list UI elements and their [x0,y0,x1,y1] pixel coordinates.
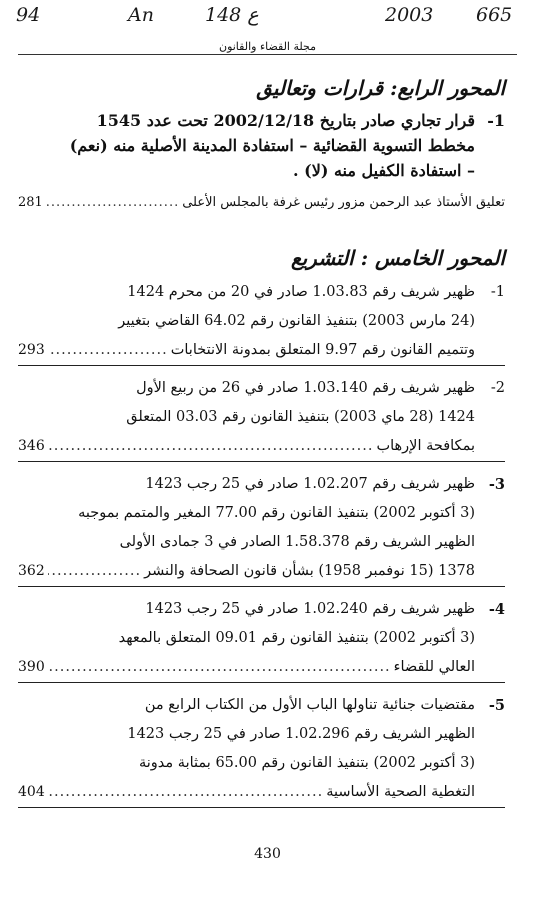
handwritten-annotations [10,4,525,34]
entry-last-line [18,432,475,461]
entry-number: 4- [488,601,505,618]
dot-leader [48,778,323,807]
section-title: المحور الخامس : التشريع [290,246,505,270]
legislation-entry [18,691,505,808]
entry-line: 1378 (15 نوفمبر 1958) بشأن قانون الصحافة والنشر [144,563,475,579]
page-reference: 390 [18,659,45,675]
entry-last-line [18,557,475,586]
legislation-entry [18,278,505,366]
section-5 [18,246,505,808]
journal-title: مجلة القضاء والقانون [213,40,322,53]
entry-line: 1424 (28 ماي 2003) بتنفيذ القانون رقم 03.03 المتعلق [126,409,475,425]
dot-leader [48,336,168,365]
page-number: 430 [254,846,281,862]
entry-line: بمكافحة الإرهاب [376,438,475,454]
page-reference: 362 [18,563,45,579]
entry-line: مقتضيات جنائية تناولها الباب الأول من الكتاب الرابع من [144,697,475,713]
entry-line: التغطية الصحية الأساسية [326,784,475,800]
entry-line: وتتميم القانون رقم 9.97 المتعلق بمدونة الانتخابات [170,342,475,358]
entry-line: (24 مارس 2003) بتنفيذ القانون رقم 64.02 القاضي بتغيير [118,313,475,329]
page-reference: 281 [18,195,43,210]
legislation-entry [18,374,505,462]
entry-number: 1- [487,111,505,130]
handwritten-note: 665 [476,4,513,26]
dot-leader [48,557,141,586]
section-4 [18,76,505,210]
entry-number: 2- [490,380,505,396]
comment-entry [18,195,505,210]
entry-line: – استفادة الكفيل منه (لا) . [292,161,475,180]
section-title: المحور الرابع: قرارات وتعاليق [256,76,505,100]
running-header [18,38,517,55]
handwritten-note: 94 [16,4,41,26]
entry-last-line [18,336,475,365]
dot-leader [48,432,374,461]
page-reference: 293 [18,342,45,358]
entry-line: الظهير الشريف رقم 1.02.296 صادر في 25 رجب 1423 [127,726,475,742]
page-reference: 346 [18,438,45,454]
legislation-entry [18,470,505,587]
entry-line: ظهير شريف رقم 1.03.140 صادر في 26 من ربيع الأول [136,380,475,396]
entry-last-line [18,653,475,682]
dot-leader [48,653,391,682]
entry-line: العالي للقضاء [393,659,475,675]
handwritten-note: 2003 [385,4,434,26]
entry-number: 3- [488,476,505,493]
entry-line: قرار تجاري صادر بتاريخ 2002/12/18 تحت عدد 1545 [96,111,475,130]
decision-entry [18,108,505,183]
entry-line: مخطط التسوية القضائية – استفادة المدينة الأصلية منه (نعم) [69,136,475,155]
table-of-contents [18,76,505,816]
entry-line: ظهير شريف رقم 1.03.83 صادر في 20 من محرم 1424 [127,284,475,300]
entry-line: الظهير الشريف رقم 1.58.378 الصادر في 3 جمادى الأولى [119,534,475,550]
handwritten-note: An [128,4,154,26]
entry-line: (3 أكتوبر 2002) بتنفيذ القانون رقم 09.01 المتعلق بالمعهد [118,630,475,646]
entry-line: (3 أكتوبر 2002) بتنفيذ القانون رقم 65.00 بمثابة مدونة [139,755,475,771]
entry-line: ظهير شريف رقم 1.02.240 صادر في 25 رجب 1423 [145,601,475,617]
handwritten-note: 148 ع [205,4,259,26]
entry-line: (3 أكتوبر 2002) بتنفيذ القانون رقم 77.00 المغير والمتمم بموجبه [78,505,475,521]
entry-last-line [18,778,475,807]
entry-number: 5- [488,697,505,714]
dot-leader [46,195,179,210]
comment-text: تعليق الأستاذ عبد الرحمن مزور رئيس غرفة بالمجلس الأعلى [182,195,505,210]
entry-line: ظهير شريف رقم 1.02.207 صادر في 25 رجب 1423 [145,476,475,492]
page-reference: 404 [18,784,45,800]
entry-number: 1- [490,284,505,300]
legislation-entry [18,595,505,683]
